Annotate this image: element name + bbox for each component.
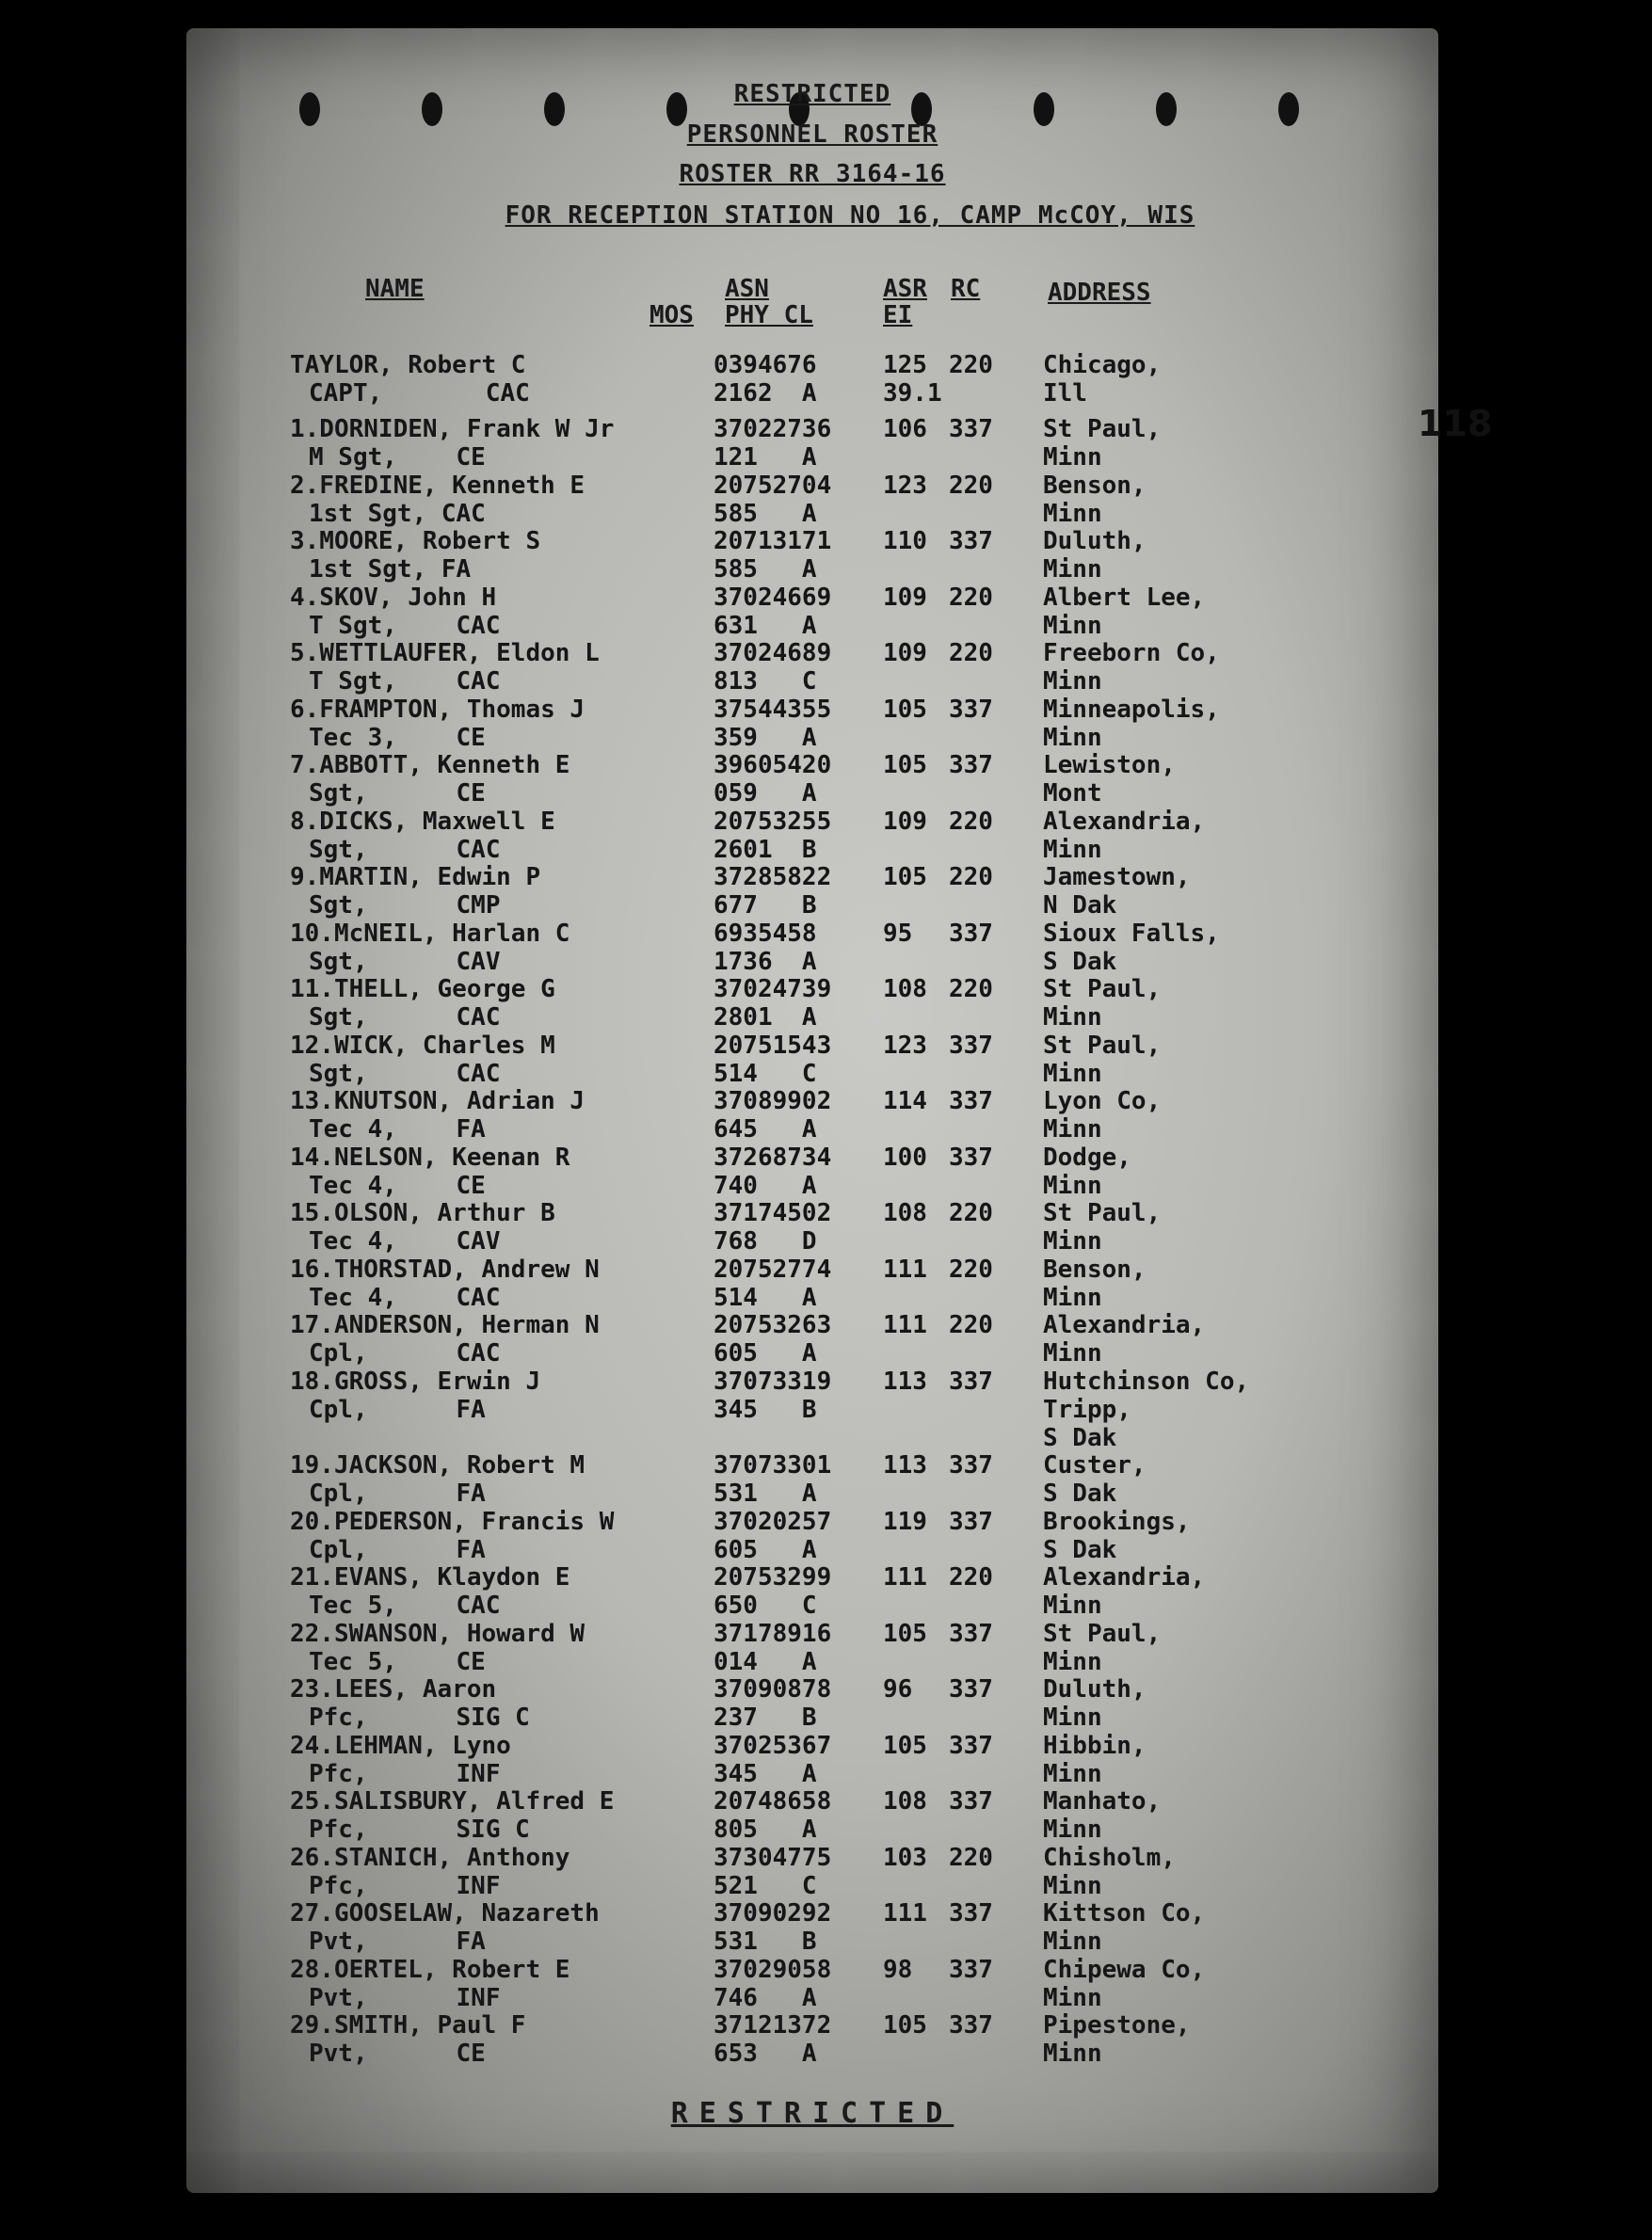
entry-asn: 20753299: [714, 1563, 832, 1592]
entry-address-line2: Minn: [1043, 499, 1102, 528]
entry-asn: 37022736: [714, 415, 832, 443]
entry-address-line2: Minn: [1043, 2040, 1102, 2068]
entry-name: 11.THELL, George G: [290, 975, 555, 1003]
entry-mos-phy-cl: 805 A: [714, 1816, 817, 1844]
roster-type-heading: PERSONNEL ROSTER: [686, 120, 938, 149]
entry-address-line1: Chisholm,: [1043, 1843, 1176, 1872]
roster-entry: [186, 1787, 1438, 1844]
entry-mos-phy-cl: 1736 A: [714, 947, 817, 976]
entry-grade-arm: M Sgt, CE: [309, 443, 486, 472]
entry-rc: 337: [949, 1367, 993, 1396]
entry-asr: 95: [883, 919, 913, 948]
entry-address-line2: Minn: [1043, 611, 1102, 640]
entry-address-line1: Brookings,: [1043, 1507, 1191, 1536]
entry-asr: 98: [883, 1955, 913, 1984]
entry-name: 7.ABBOTT, Kenneth E: [290, 751, 570, 779]
roster-entry: [186, 1675, 1438, 1732]
entry-asn: 20751543: [714, 1031, 832, 1060]
entry-address-line1: Alexandria,: [1043, 1311, 1206, 1339]
entry-asr: 105: [883, 751, 927, 779]
entry-address-line2: Minn: [1043, 1983, 1102, 2012]
entry-mos-phy-cl: 677 B: [714, 891, 817, 920]
entry-asr: 108: [883, 975, 927, 1003]
entry-rc: 220: [949, 583, 993, 612]
entry-mos-phy-cl: 2601 B: [714, 835, 817, 864]
entry-address-line1: Lyon Co,: [1043, 1087, 1162, 1115]
entry-mos-phy-cl: 521 C: [714, 1871, 817, 1900]
entry-address-line1: St Paul,: [1043, 1199, 1162, 1227]
entry-asr: 105: [883, 1731, 927, 1760]
entry-asr: 123: [883, 1031, 927, 1060]
entry-address-line1: Pipestone,: [1043, 2011, 1191, 2040]
entry-asn: 6935458: [714, 919, 817, 948]
roster-entry: [186, 1563, 1438, 1620]
entry-mos-phy-cl: 531 B: [714, 1928, 817, 1956]
entry-address-line2: Ill: [1043, 379, 1087, 408]
entry-name: 23.LEES, Aaron: [290, 1675, 497, 1704]
entry-name: 8.DICKS, Maxwell E: [290, 807, 555, 836]
entry-rc: 220: [949, 1563, 993, 1592]
entry-mos-phy-cl: 237 B: [714, 1704, 817, 1732]
entry-asr: 110: [883, 527, 927, 555]
entry-rc: 220: [949, 639, 993, 667]
entry-address-line2: Minn: [1043, 1816, 1102, 1844]
entry-asn: 37285822: [714, 863, 832, 891]
entry-asn: 20748658: [714, 1787, 832, 1816]
entry-asr: 103: [883, 1843, 927, 1872]
col-rc: RC: [951, 275, 981, 303]
entry-asn: 37178916: [714, 1619, 832, 1648]
entry-mos-phy-cl: 585 A: [714, 499, 817, 528]
roster-entry: [186, 920, 1438, 976]
entry-name: 12.WICK, Charles M: [290, 1031, 555, 1060]
entry-grade-arm: Sgt, CE: [309, 779, 486, 808]
entry-name: 3.MOORE, Robert S: [290, 527, 541, 555]
roster-entry: [186, 863, 1438, 920]
entry-mos-phy-cl: 345 A: [714, 1759, 817, 1788]
entry-asn: 37073319: [714, 1367, 832, 1396]
roster-entry: [186, 1144, 1438, 1200]
entry-mos-phy-cl: 653 A: [714, 2040, 817, 2068]
roster-entry: [186, 1732, 1438, 1788]
entry-grade-arm: Cpl, FA: [309, 1480, 486, 1508]
entry-address-line2: Minn: [1043, 1592, 1102, 1620]
entry-rc: 337: [949, 1675, 993, 1704]
entry-asr: 105: [883, 695, 927, 724]
entry-grade-arm: Pfc, SIG C: [309, 1816, 530, 1844]
entry-grade-arm: Tec 4, FA: [309, 1115, 486, 1144]
entry-address-line1: Lewiston,: [1043, 751, 1176, 779]
entry-grade-arm: 1st Sgt, FA: [309, 555, 472, 584]
entry-asn: 37544355: [714, 695, 832, 724]
entry-address-line1: Custer,: [1043, 1451, 1147, 1480]
entry-asr: 111: [883, 1311, 927, 1339]
entry-rc: 337: [949, 1507, 993, 1536]
entry-address-line2: Tripp,: [1043, 1395, 1131, 1424]
entry-rc: 337: [949, 1787, 993, 1816]
restricted-footer: RESTRICTED: [670, 2097, 954, 2130]
roster-entry: [186, 639, 1438, 696]
entry-mos-phy-cl: 585 A: [714, 555, 817, 584]
entry-rc: 337: [949, 1619, 993, 1648]
entry-mos-phy-cl: 121 A: [714, 443, 817, 472]
entry-grade-arm: Sgt, CAV: [309, 947, 501, 976]
roster-page: [186, 28, 1493, 2193]
entry-rc: 220: [949, 1311, 993, 1339]
entry-grade-arm: Tec 4, CAC: [309, 1283, 501, 1312]
entry-asr: 109: [883, 639, 927, 667]
entry-name: 21.EVANS, Klaydon E: [290, 1563, 570, 1592]
entry-asn: 0394676: [714, 351, 817, 379]
entry-mos-phy-cl: 059 A: [714, 779, 817, 808]
entry-asr: 109: [883, 583, 927, 612]
entry-asn: 37304775: [714, 1843, 832, 1872]
entry-grade-arm: T Sgt, CAC: [309, 667, 501, 696]
entry-name: 10.McNEIL, Harlan C: [290, 919, 570, 948]
entry-name: 26.STANICH, Anthony: [290, 1843, 570, 1872]
entry-name: 16.THORSTAD, Andrew N: [290, 1255, 600, 1284]
entry-asr: 125: [883, 351, 927, 379]
entry-rc: 337: [949, 1955, 993, 1984]
entry-grade-arm: Tec 5, CE: [309, 1647, 486, 1676]
entry-asr: 113: [883, 1451, 927, 1480]
entry-mos-phy-cl: 531 A: [714, 1480, 817, 1508]
entry-address-line2: Minn: [1043, 1871, 1102, 1900]
entry-address-line1: Dodge,: [1043, 1143, 1131, 1172]
entry-name: 15.OLSON, Arthur B: [290, 1199, 555, 1227]
entry-rc: 220: [949, 351, 993, 379]
entry-mos-phy-cl: 359 A: [714, 723, 817, 752]
entry-name: 28.OERTEL, Robert E: [290, 1955, 570, 1984]
entry-mos-phy-cl: 650 C: [714, 1592, 817, 1620]
entry-address-line2: Minn: [1043, 1339, 1102, 1368]
entry-asn: 37029058: [714, 1955, 832, 1984]
entry-address-line2: Minn: [1043, 1171, 1102, 1200]
entry-rc: 220: [949, 1843, 993, 1872]
entry-grade-arm: Cpl, FA: [309, 1395, 486, 1424]
roster-entry: [186, 975, 1438, 1032]
entry-address-line2: Minn: [1043, 667, 1102, 696]
entry-mos-phy-cl: 2801 A: [714, 1003, 817, 1032]
entry-address-line2: S Dak: [1043, 947, 1117, 976]
entry-address-line2: Minn: [1043, 1759, 1102, 1788]
entry-address-line1: St Paul,: [1043, 415, 1162, 443]
entry-asr: 111: [883, 1255, 927, 1284]
entry-asr: 111: [883, 1563, 927, 1592]
entry-address-line2: S Dak: [1043, 1535, 1117, 1564]
entry-asr: 105: [883, 2011, 927, 2040]
entry-grade-arm: Pfc, INF: [309, 1871, 501, 1900]
entry-asn: 20752704: [714, 471, 832, 500]
entry-mos-phy-cl: 605 A: [714, 1535, 817, 1564]
entry-rc: 337: [949, 1031, 993, 1060]
entry-asn: 37089902: [714, 1087, 832, 1115]
entry-grade-arm: Tec 4, CE: [309, 1171, 486, 1200]
entry-rc: 337: [949, 527, 993, 555]
entry-name: 22.SWANSON, Howard W: [290, 1619, 585, 1648]
entry-name: 27.GOOSELAW, Nazareth: [290, 1899, 600, 1928]
entry-mos-phy-cl: 768 D: [714, 1227, 817, 1256]
entry-grade-arm: Tec 4, CAV: [309, 1227, 501, 1256]
entry-address-line1: Alexandria,: [1043, 1563, 1206, 1592]
entry-asn: 37020257: [714, 1507, 832, 1536]
entry-asr: 111: [883, 1899, 927, 1928]
roster-entry: [186, 696, 1438, 752]
col-mos: MOS: [650, 301, 694, 329]
entry-address-line2: Minn: [1043, 1227, 1102, 1256]
entry-name: 18.GROSS, Erwin J: [290, 1367, 541, 1396]
entry-asn: 20713171: [714, 527, 832, 555]
entry-grade-arm: Sgt, CMP: [309, 891, 501, 920]
entry-address-line2: Minn: [1043, 1003, 1102, 1032]
entry-asn: 37121372: [714, 2011, 832, 2040]
roster-entry: [186, 1899, 1438, 1956]
entry-address-line2: Minn: [1043, 1928, 1102, 1956]
entry-mos-phy-cl: 014 A: [714, 1647, 817, 1676]
col-asn: ASN: [725, 275, 769, 303]
entry-address-line3: S Dak: [1043, 1423, 1117, 1452]
entry-rc: 337: [949, 695, 993, 724]
entry-address-line1: St Paul,: [1043, 1031, 1162, 1060]
entry-name: TAYLOR, Robert C: [290, 351, 526, 379]
entry-rc: 337: [949, 2011, 993, 2040]
entry-name: 19.JACKSON, Robert M: [290, 1451, 585, 1480]
entry-address-line1: Minneapolis,: [1043, 695, 1220, 724]
entry-grade-arm: Pvt, CE: [309, 2040, 486, 2068]
entry-address-line1: Albert Lee,: [1043, 583, 1206, 612]
entry-address-line1: St Paul,: [1043, 975, 1162, 1003]
entry-address-line2: Minn: [1043, 723, 1102, 752]
entry-address-line2: N Dak: [1043, 891, 1117, 920]
entry-address-line1: Benson,: [1043, 471, 1147, 500]
entry-asn: 37024739: [714, 975, 832, 1003]
entry-grade-arm: Pfc, INF: [309, 1759, 501, 1788]
entry-asn: 20752774: [714, 1255, 832, 1284]
entry-address-line2: Minn: [1043, 1059, 1102, 1088]
col-phy-cl: PHY CL: [725, 301, 813, 329]
entry-mos-phy-cl: 813 C: [714, 667, 817, 696]
entry-asn: 37268734: [714, 1143, 832, 1172]
entry-rc: 337: [949, 1899, 993, 1928]
entry-grade-arm: Cpl, CAC: [309, 1339, 501, 1368]
station-heading: FOR RECEPTION STATION NO 16, CAMP McCOY, WIS: [505, 201, 1195, 230]
entry-address-line2: Minn: [1043, 1704, 1102, 1732]
entry-address-line2: Minn: [1043, 555, 1102, 584]
entry-asn: 39605420: [714, 751, 832, 779]
roster-entry: [186, 1367, 1438, 1452]
entry-grade-arm: T Sgt, CAC: [309, 611, 501, 640]
entry-mos-phy-cl: 740 A: [714, 1171, 817, 1200]
entry-address-line1: St Paul,: [1043, 1619, 1162, 1648]
entry-grade-arm: CAPT, CAC: [309, 379, 530, 408]
col-address: ADDRESS: [1048, 279, 1151, 307]
entry-grade-arm: Pfc, SIG C: [309, 1704, 530, 1732]
entry-asr: 108: [883, 1787, 927, 1816]
entry-asr: 109: [883, 807, 927, 836]
entry-asr: 106: [883, 415, 927, 443]
entry-name: 29.SMITH, Paul F: [290, 2011, 526, 2040]
entry-rc: 220: [949, 1199, 993, 1227]
entry-rc: 337: [949, 1143, 993, 1172]
roster-entry: [186, 751, 1438, 808]
entry-mos-phy-cl: 514 A: [714, 1283, 817, 1312]
entry-name: 25.SALISBURY, Alfred E: [290, 1787, 615, 1816]
entry-rc: 337: [949, 1087, 993, 1115]
entry-name: 17.ANDERSON, Herman N: [290, 1311, 600, 1339]
entry-rc: 337: [949, 415, 993, 443]
entry-address-line1: Freeborn Co,: [1043, 639, 1220, 667]
col-name: NAME: [365, 275, 425, 303]
entry-mos-phy-cl: 746 A: [714, 1983, 817, 2012]
entry-address-line2: Minn: [1043, 1283, 1102, 1312]
entry-address-line1: Chipewa Co,: [1043, 1955, 1206, 1984]
entry-asr: 108: [883, 1199, 927, 1227]
roster-number-heading: ROSTER RR 3164-16: [679, 160, 946, 188]
entry-asr: 105: [883, 1619, 927, 1648]
roster-entry: [186, 1256, 1438, 1312]
entry-address-line1: Jamestown,: [1043, 863, 1191, 891]
entry-name: 4.SKOV, John H: [290, 583, 497, 612]
entry-address-line1: Chicago,: [1043, 351, 1162, 379]
roster-entry: [186, 1032, 1438, 1088]
roster-entry: [186, 1199, 1438, 1256]
entry-asn: 37073301: [714, 1451, 832, 1480]
entry-mos-phy-cl: 631 A: [714, 611, 817, 640]
entry-name: 13.KNUTSON, Adrian J: [290, 1087, 585, 1115]
entry-address-line2: Minn: [1043, 443, 1102, 472]
roster-entry: [186, 1956, 1438, 2012]
entry-asn: 37024669: [714, 583, 832, 612]
entry-asn: 37024689: [714, 639, 832, 667]
entry-grade-arm: Tec 5, CAC: [309, 1592, 501, 1620]
entry-name: 1.DORNIDEN, Frank W Jr: [290, 415, 615, 443]
entry-asr: 100: [883, 1143, 927, 1172]
entry-asn: 37090292: [714, 1899, 832, 1928]
entry-address-line2: Minn: [1043, 1647, 1102, 1676]
entry-name: 2.FREDINE, Kenneth E: [290, 471, 585, 500]
entry-name: 20.PEDERSON, Francis W: [290, 1507, 615, 1536]
col-ei: EI: [883, 301, 913, 329]
entry-name: 6.FRAMPTON, Thomas J: [290, 695, 585, 724]
roster-entry: [186, 527, 1438, 584]
entry-asn: 37174502: [714, 1199, 832, 1227]
roster-entry: [186, 1508, 1438, 1564]
roster-entry: [186, 472, 1438, 528]
entry-address-line2: Mont: [1043, 779, 1102, 808]
entry-address-line1: Alexandria,: [1043, 807, 1206, 836]
roster-entry: [186, 2011, 1438, 2068]
entry-rc: 220: [949, 1255, 993, 1284]
roster-entry: [186, 1451, 1438, 1508]
entry-address-line2: Minn: [1043, 1115, 1102, 1144]
entry-rc: 337: [949, 751, 993, 779]
roster-entry: [186, 351, 1438, 408]
entry-name: 5.WETTLAUFER, Eldon L: [290, 639, 600, 667]
entry-ei: 39.1: [883, 379, 942, 408]
roster-entry: [186, 415, 1438, 472]
page-number: 118: [1418, 403, 1493, 444]
roster-entry: [186, 1087, 1438, 1144]
entry-asn: 20753255: [714, 807, 832, 836]
entry-asr: 113: [883, 1367, 927, 1396]
entry-asn: 37025367: [714, 1731, 832, 1760]
entry-mos-phy-cl: 2162 A: [714, 379, 817, 408]
roster-entry: [186, 1311, 1438, 1368]
entry-grade-arm: Cpl, FA: [309, 1535, 486, 1564]
entry-rc: 220: [949, 863, 993, 891]
entry-asr: 105: [883, 863, 927, 891]
entry-rc: 220: [949, 807, 993, 836]
entry-name: 14.NELSON, Keenan R: [290, 1143, 570, 1172]
col-asr: ASR: [883, 275, 927, 303]
entry-mos-phy-cl: 605 A: [714, 1339, 817, 1368]
entry-asr: 114: [883, 1087, 927, 1115]
roster-entry: [186, 584, 1438, 640]
entry-rc: 337: [949, 919, 993, 948]
entry-mos-phy-cl: 345 B: [714, 1395, 817, 1424]
entry-address-line2: S Dak: [1043, 1480, 1117, 1508]
entry-rc: 220: [949, 975, 993, 1003]
classification-heading: RESTRICTED: [733, 80, 891, 108]
entry-address-line1: Kittson Co,: [1043, 1899, 1206, 1928]
roster-entry: [186, 1620, 1438, 1676]
entry-asr: 119: [883, 1507, 927, 1536]
roster-entry: [186, 1844, 1438, 1900]
entry-grade-arm: Sgt, CAC: [309, 1059, 501, 1088]
entry-asn: 20753263: [714, 1311, 832, 1339]
entry-asr: 123: [883, 471, 927, 500]
entry-grade-arm: Pvt, FA: [309, 1928, 486, 1956]
entry-address-line1: Hutchinson Co,: [1043, 1367, 1250, 1396]
entry-grade-arm: Tec 3, CE: [309, 723, 486, 752]
entry-name: 24.LEHMAN, Lyno: [290, 1731, 511, 1760]
entry-address-line1: Manhato,: [1043, 1787, 1162, 1816]
entry-grade-arm: Sgt, CAC: [309, 835, 501, 864]
entry-address-line1: Hibbin,: [1043, 1731, 1147, 1760]
entry-name: 9.MARTIN, Edwin P: [290, 863, 541, 891]
entry-mos-phy-cl: 514 C: [714, 1059, 817, 1088]
entry-grade-arm: Sgt, CAC: [309, 1003, 501, 1032]
entry-rc: 220: [949, 471, 993, 500]
entry-address-line1: Sioux Falls,: [1043, 919, 1220, 948]
entry-address-line1: Duluth,: [1043, 1675, 1147, 1704]
entry-asr: 96: [883, 1675, 913, 1704]
entry-asn: 37090878: [714, 1675, 832, 1704]
entry-rc: 337: [949, 1731, 993, 1760]
entry-grade-arm: Pvt, INF: [309, 1983, 501, 2012]
roster-entry: [186, 808, 1438, 864]
entry-address-line1: Benson,: [1043, 1255, 1147, 1284]
entry-address-line2: Minn: [1043, 835, 1102, 864]
entry-rc: 337: [949, 1451, 993, 1480]
entry-mos-phy-cl: 645 A: [714, 1115, 817, 1144]
entry-grade-arm: 1st Sgt, CAC: [309, 499, 486, 528]
entry-address-line1: Duluth,: [1043, 527, 1147, 555]
